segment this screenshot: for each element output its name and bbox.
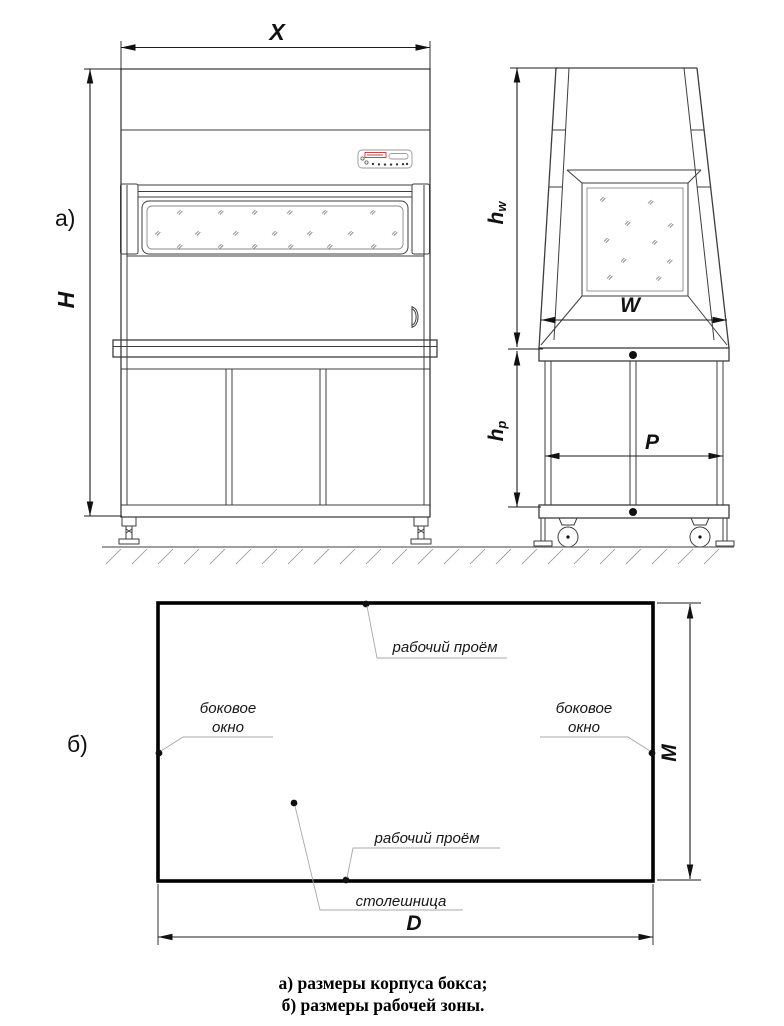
leader-work-opening-front (347, 848, 500, 878)
front-window (142, 201, 408, 254)
glass-hatch-marks (155, 210, 397, 249)
dimension-m-label: M (658, 744, 681, 762)
glass-hatch-marks (600, 197, 673, 281)
door-knob-icon (629, 508, 637, 516)
caption-line-1: а) размеры корпуса бокса; (278, 973, 488, 993)
front-view (53, 19, 437, 544)
dimension-w-label: W (620, 294, 640, 317)
side-window (541, 170, 727, 345)
point-marker (363, 601, 370, 608)
ground-line (102, 547, 734, 564)
dimension-p (545, 431, 723, 456)
dimension-hp-label: hp (485, 420, 509, 442)
point-marker (343, 877, 350, 884)
worktop (113, 340, 437, 357)
dimension-m (657, 603, 701, 880)
annotation-tabletop: столешница (355, 893, 447, 910)
annotation-side-window-left-1: боковое (199, 700, 257, 717)
annotation-side-window-right-1: боковое (555, 700, 613, 717)
annotation-work-opening-front: рабочий проём (374, 830, 480, 847)
dimension-hp (485, 351, 541, 507)
stand-front (121, 369, 430, 505)
dimension-h (53, 69, 122, 516)
point-marker (291, 800, 298, 807)
leveling-foot-icon (534, 518, 734, 546)
dimension-x-label: X (269, 19, 285, 45)
leader-side-window-right (540, 737, 650, 751)
annotation-side-window-left-2: окно (211, 719, 245, 736)
door-knob-icon (629, 351, 637, 359)
dimension-hw-label: hw (485, 201, 509, 225)
side-view (485, 68, 734, 547)
figure-caption (279, 973, 488, 1015)
caption-line-2: б) размеры рабочей зоны. (281, 995, 485, 1015)
sash-and-pillars (121, 184, 430, 256)
dimension-x (121, 19, 430, 69)
leveling-leg (411, 517, 431, 544)
dimension-h-label: H (53, 291, 79, 309)
control-panel (358, 150, 412, 168)
annotation-side-window-right-2: окно (567, 719, 601, 736)
front-body-outline (121, 69, 430, 517)
plan-view (67, 601, 701, 945)
annotation-work-opening-rear: рабочий проём (392, 639, 498, 656)
view-b-label: б) (67, 731, 88, 757)
caster-wheel-icon (558, 518, 578, 547)
leader-side-window-left (161, 737, 273, 751)
sash-handle-icon (412, 306, 418, 328)
dimension-w (541, 294, 727, 320)
leveling-leg (119, 517, 139, 544)
dimension-p-label: P (644, 431, 660, 454)
caster-wheel-icon (690, 518, 710, 547)
stand-side (539, 348, 729, 518)
view-a-label: а) (55, 205, 76, 231)
dimension-d-label: D (406, 912, 422, 935)
